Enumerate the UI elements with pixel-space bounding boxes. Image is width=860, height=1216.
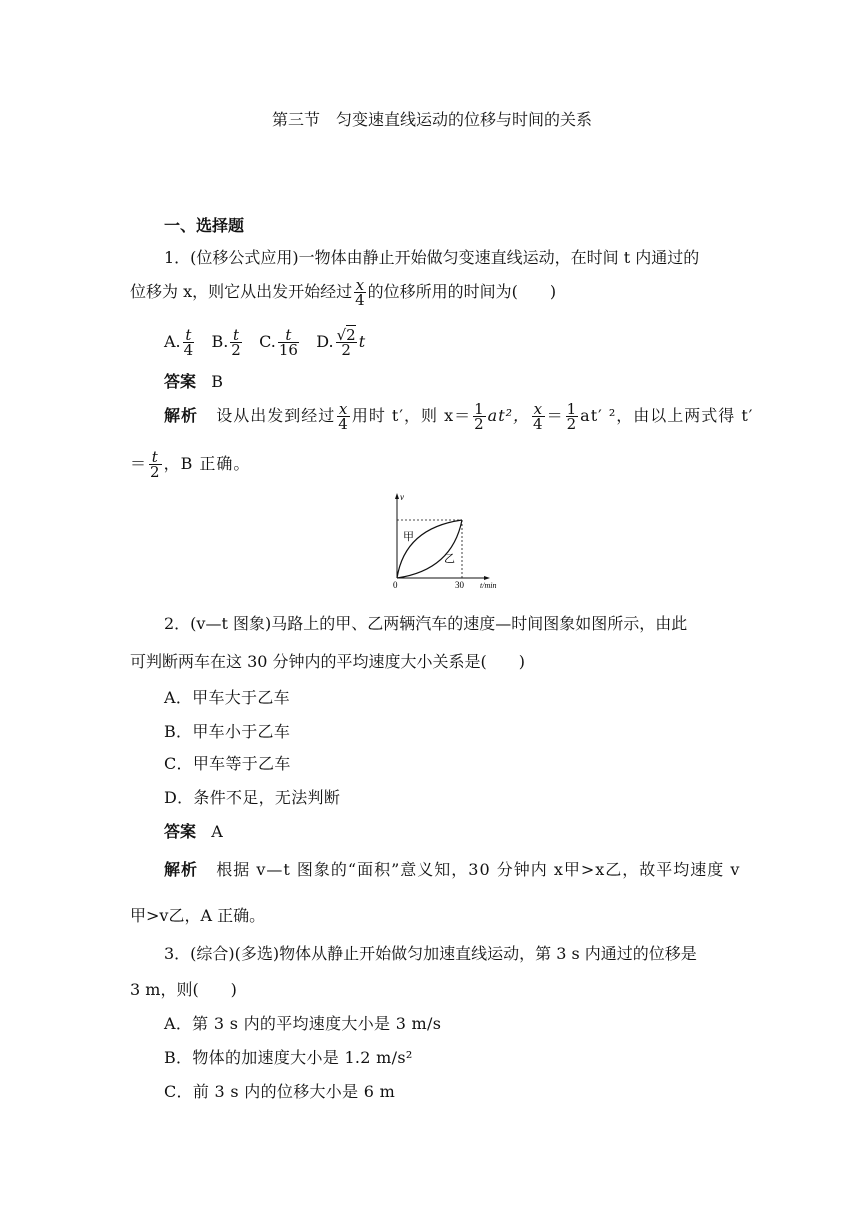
q2-option-c: C．甲车等于乙车 bbox=[164, 754, 291, 773]
q2-line1: 2．(v—t 图象)马路上的甲、乙两辆汽车的速度—时间图象如图所示，由此 bbox=[164, 614, 688, 633]
curve-jia bbox=[397, 520, 462, 578]
q2-option-d: D．条件不足，无法判断 bbox=[164, 788, 341, 807]
q1-analysis-line1: 解析 设从出发到经过 $\frac{x}{4}$ 用时 t′，则 x＝ $\frac{1}{2}$ at²， $\frac{x}{4}$ ＝ $\frac{1}{2}$ at′ ²，由以上两式得 t′ bbox=[164, 400, 754, 433]
curve-yi bbox=[397, 520, 462, 578]
q2-line2: 可判断两车在这 30 分钟内的平均速度大小关系是( ) bbox=[130, 652, 526, 671]
q1-answer: 答案 B bbox=[164, 372, 224, 391]
x-axis-arrow-icon bbox=[484, 576, 490, 580]
q3-line1: 3．(综合)(多选)物体从静止开始做匀加速直线运动，第 3 s 内通过的位移是 bbox=[164, 944, 697, 963]
q2-option-b: B．甲车小于乙车 bbox=[164, 722, 291, 741]
vt-graph bbox=[380, 490, 510, 592]
q1-option-a: A. $\frac{t}{4}$ bbox=[164, 326, 194, 359]
q3-option-b: B．物体的加速度大小是 1.2 m/s² bbox=[164, 1048, 413, 1067]
q1-line2 bbox=[130, 278, 556, 307]
y-axis-label: v bbox=[400, 492, 404, 502]
q3-option-c: C．前 3 s 内的位移大小是 6 m bbox=[164, 1082, 396, 1101]
q2-option-a: A．甲车大于乙车 bbox=[164, 688, 290, 707]
x-tick-30: 30 bbox=[455, 580, 464, 590]
q1-analysis-line2: ＝ $\frac{t}{2}$ ，B 正确。 bbox=[130, 448, 251, 481]
origin-label: 0 bbox=[393, 580, 398, 590]
q2-analysis-line2: 甲>v乙，A 正确。 bbox=[130, 906, 266, 925]
q1-fraction-x-over-4: $\frac{x}{4}$ bbox=[355, 276, 365, 309]
q3-line2: 3 m，则( ) bbox=[130, 980, 237, 999]
q1-line2-post: 的位移所用的时间为( ) bbox=[367, 282, 557, 301]
page-title: 第三节 匀变速直线运动的位移与时间的关系 bbox=[272, 110, 593, 129]
x-axis-label: t/min bbox=[480, 581, 497, 590]
q3-option-a: A．第 3 s 内的平均速度大小是 3 m/s bbox=[164, 1014, 442, 1033]
q1-option-b: B. $\frac{t}{2}$ bbox=[211, 326, 241, 359]
label-jia: 甲 bbox=[403, 530, 414, 543]
q1-line2-pre: 位移为 x，则它从出发开始经过 bbox=[130, 282, 353, 301]
q1-line1: 1．(位移公式应用)一物体由静止开始做匀变速直线运动，在时间 t 内通过的 bbox=[164, 248, 700, 267]
q2-answer: 答案 A bbox=[164, 822, 223, 841]
y-axis-arrow-icon bbox=[395, 493, 399, 499]
label-yi: 乙 bbox=[444, 552, 455, 565]
q1-option-d: D. $\frac{√2}{2}$ t bbox=[316, 326, 366, 359]
section-heading: 一、选择题 bbox=[164, 216, 245, 235]
q1-options bbox=[164, 328, 365, 357]
q2-analysis-line1: 解析 根据 v—t 图象的“面积”意义知，30 分钟内 x甲>x乙，故平均速度 v bbox=[164, 860, 741, 879]
q1-option-c: C. $\frac{t}{16}$ bbox=[259, 326, 298, 359]
